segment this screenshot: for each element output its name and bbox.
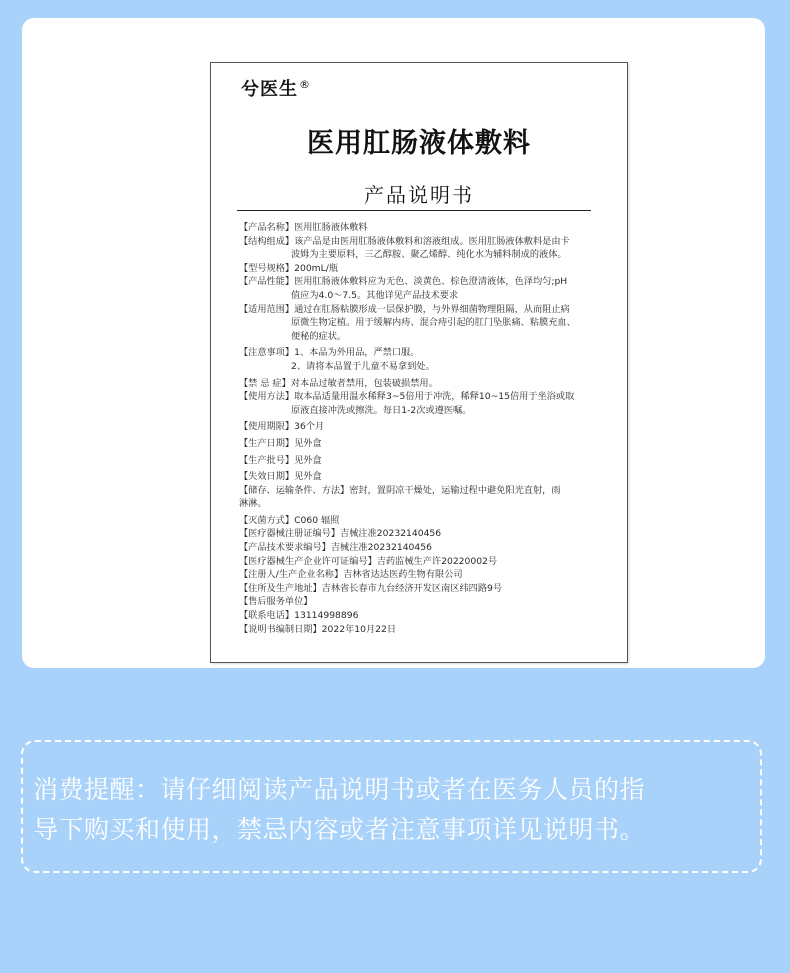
line-expiry-date: 【失效日期】见外盒 — [239, 471, 322, 483]
line-usage: 【使用方法】取本品适量用温水稀释3~5倍用于冲洗，稀释10~15倍用于坐浴或取 — [239, 391, 575, 403]
line-contraindications: 【禁 忌 症】对本品过敏者禁用，包装破损禁用。 — [239, 377, 438, 389]
brand-logo — [241, 75, 311, 101]
line-registrant: 【注册人/生产企业名称】吉林省达达医药生物有限公司 — [239, 569, 463, 581]
instruction-sheet — [210, 62, 628, 663]
line-usage-cont: 原液直接冲洗或擦洗。每日1-2次或遵医嘱。 — [291, 404, 472, 416]
line-production-date: 【生产日期】见外盒 — [239, 437, 322, 449]
line-batch-number: 【生产批号】见外盒 — [239, 454, 322, 466]
line-precautions: 【注意事项】1、本品为外用品，严禁口服。 — [239, 347, 420, 359]
notice-line-1: 消费提醒：请仔细阅读产品说明书或者在医务人员的指 — [33, 775, 646, 804]
line-composition: 【结构组成】该产品是由医用肛肠液体敷料和溶液组成。医用肛肠液体敷料是由卡 — [239, 235, 570, 247]
line-scope: 【适用范围】通过在肛肠粘膜形成一层保护膜，与外界细菌物理阻隔，从而阻止病 — [239, 303, 570, 315]
brand-name: 兮医生 — [241, 79, 298, 100]
line-performance-cont: 值应为4.0～7.5。其他详见产品技术要求 — [291, 289, 459, 301]
line-registration-number: 【医疗器械注册证编号】吉械注准20232140456 — [239, 528, 442, 540]
line-precautions-cont: 2、请将本品置于儿童不易拿到处。 — [291, 360, 435, 372]
notice-line-2: 导下购买和使用，禁忌内容或者注意事项详见说明书。 — [33, 815, 646, 844]
manual-subtitle: 产品说明书 — [364, 183, 474, 207]
line-production-license: 【医疗器械生产企业许可证编号】吉药监械生产许20220002号 — [239, 555, 498, 567]
line-performance: 【产品性能】医用肛肠液体敷料应为无色、淡黄色、棕色澄清液体，色泽均匀;pH — [239, 276, 568, 288]
consumer-notice-box — [21, 740, 762, 873]
line-scope-cont-1: 原微生物定植。用于缓解内痔、混合痔引起的肛门坠胀痛、粘膜充血、 — [291, 317, 576, 329]
title-divider — [237, 210, 591, 211]
product-image-card — [22, 18, 765, 668]
line-product-name: 【产品名称】医用肛肠液体敷料 — [239, 222, 368, 233]
registered-mark: ® — [299, 78, 311, 91]
line-storage: 【储存、运输条件、方法】密封，置阴凉干燥处，运输过程中避免阳光直射，雨 — [239, 484, 561, 496]
line-after-sales: 【售后服务单位】 — [239, 596, 313, 608]
consumer-notice-text — [33, 770, 763, 850]
product-title: 医用肛肠液体敷料 — [307, 128, 531, 159]
line-scope-cont-2: 便秘的症状。 — [291, 330, 347, 342]
line-address: 【住所及生产地址】吉林省长春市九台经济开发区南区纬四路9号 — [239, 582, 503, 594]
instruction-lines — [239, 221, 611, 636]
line-composition-cont: 波姆为主要原料，三乙醇胺、聚乙烯醇、纯化水为辅料制成的液体。 — [291, 249, 567, 261]
line-sterilization: 【灭菌方式】C060 辐照 — [239, 514, 340, 526]
line-storage-cont: 淋淋。 — [239, 498, 267, 510]
line-shelf-life: 【使用期限】36个月 — [239, 421, 325, 433]
line-compile-date: 【说明书编制日期】2022年10月22日 — [239, 623, 397, 635]
line-technical-requirement: 【产品技术要求编号】吉械注准20232140456 — [239, 542, 432, 554]
line-phone: 【联系电话】13114998896 — [239, 610, 359, 622]
line-model: 【型号规格】200mL/瓶 — [239, 262, 339, 274]
